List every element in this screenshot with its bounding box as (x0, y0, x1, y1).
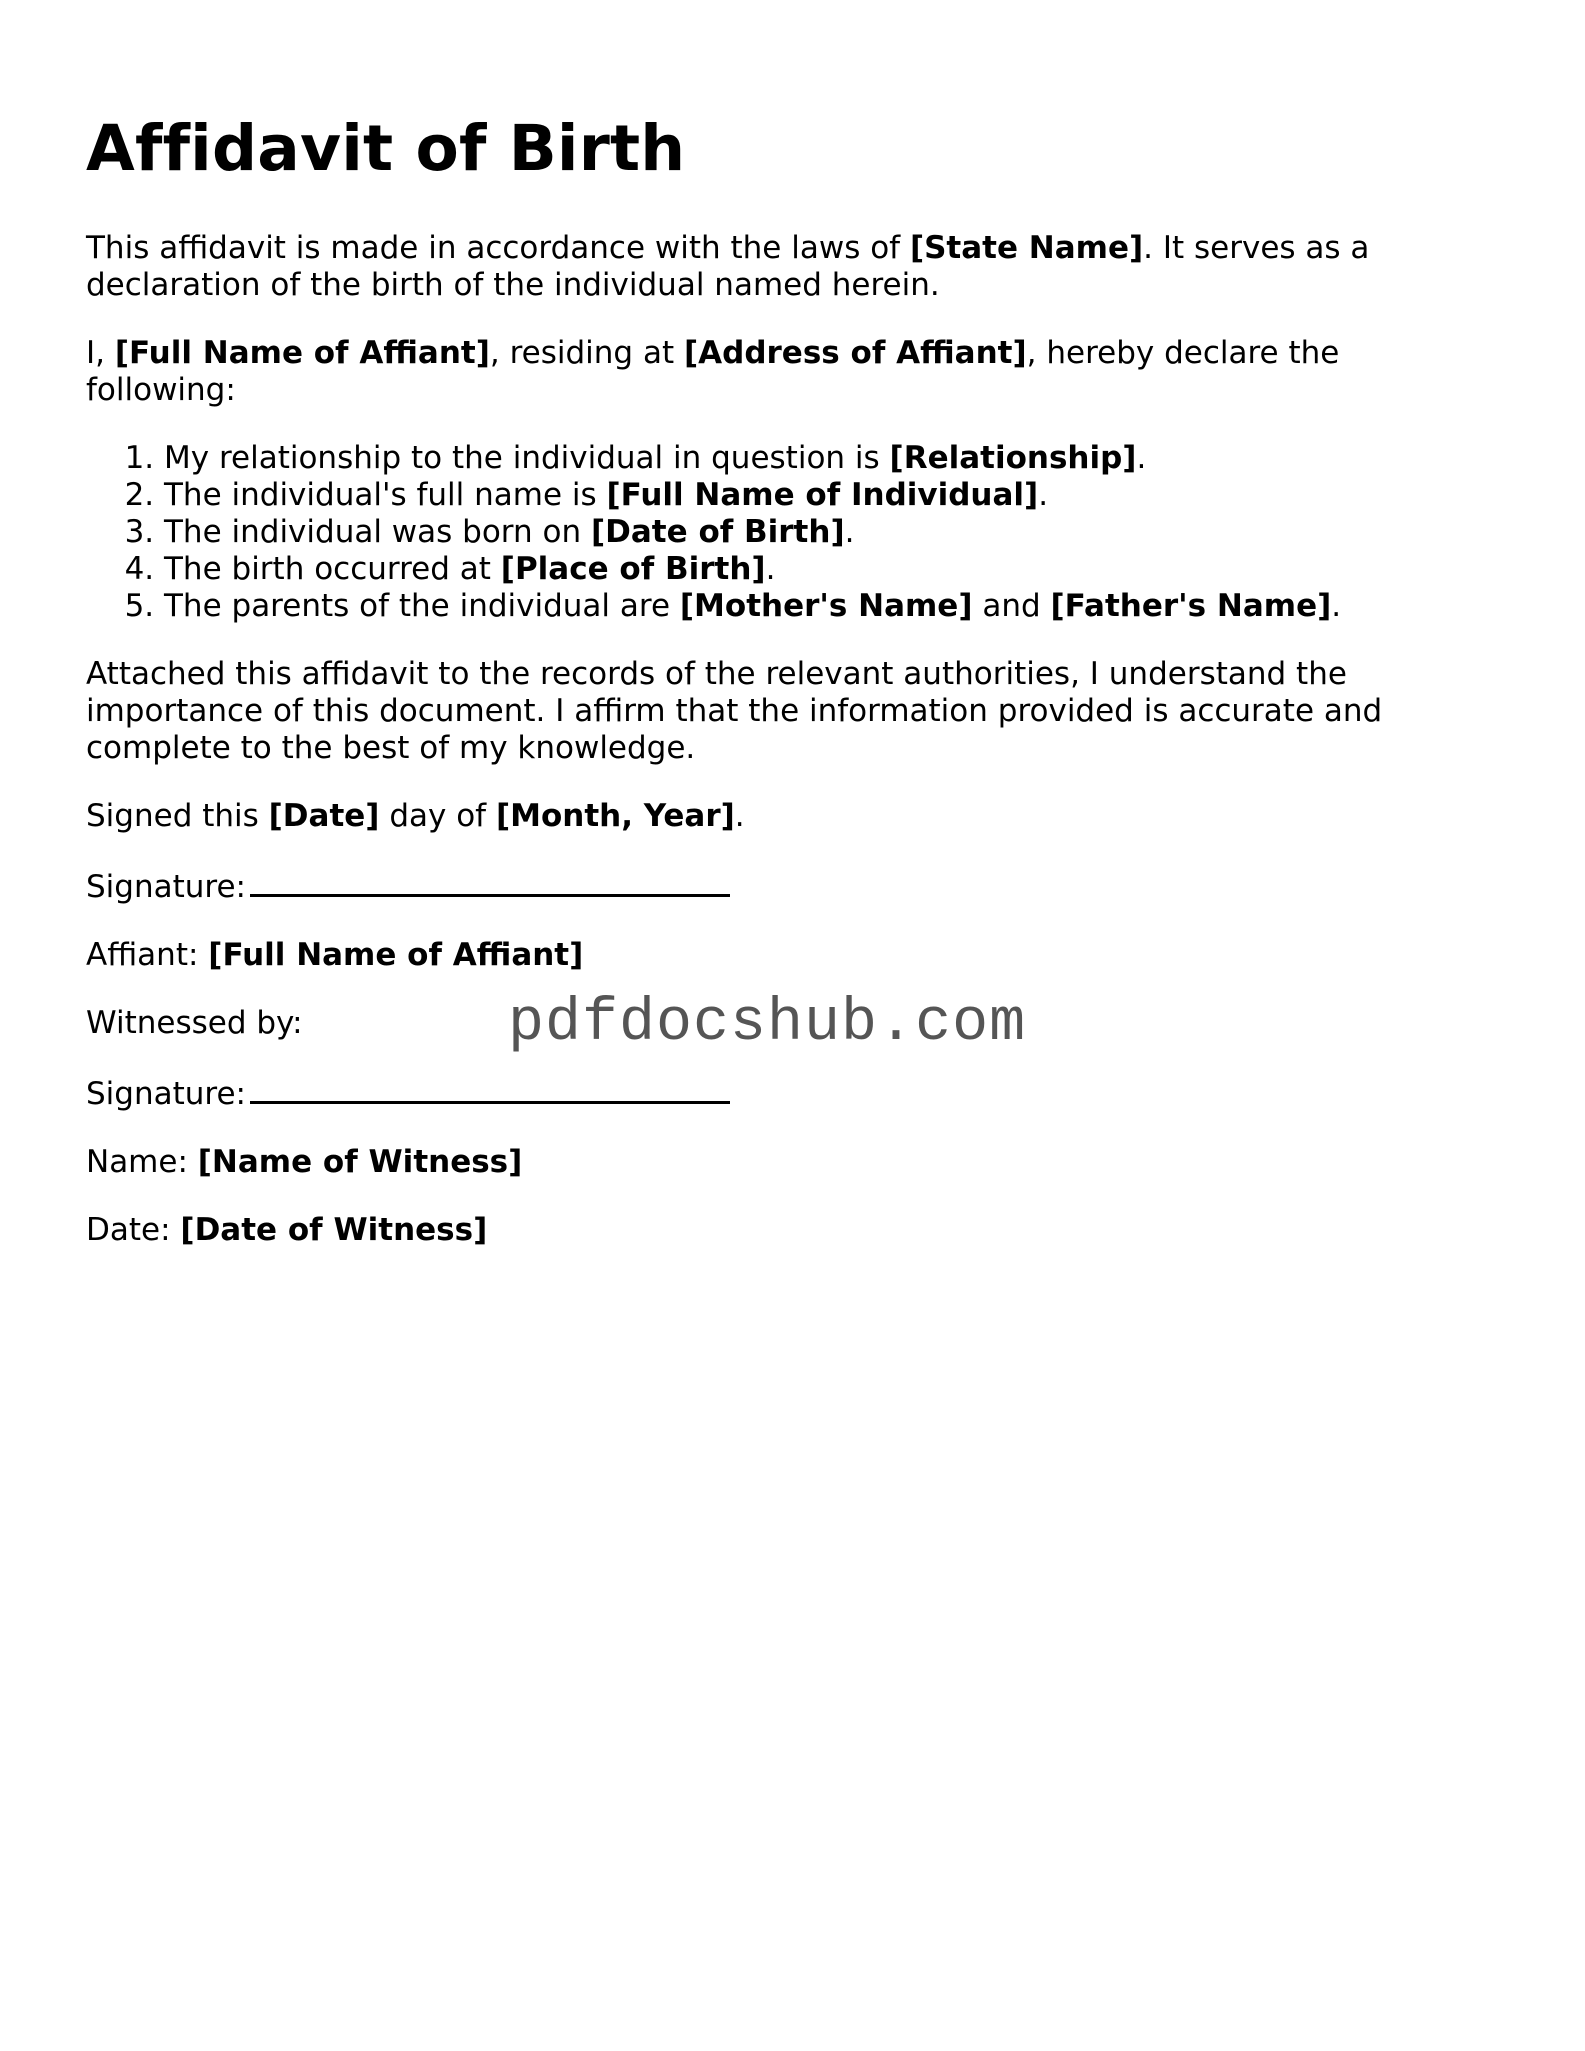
signed-text-2: day of (379, 798, 496, 834)
item-text: The birth occurred at (164, 551, 501, 587)
individual-name-field: [Full Name of Individual] (606, 477, 1039, 513)
witness-name-field: [Name of Witness] (197, 1144, 523, 1180)
state-name-field: [State Name] (909, 230, 1144, 266)
signed-line (86, 798, 1406, 835)
witness-signature-row (86, 1073, 1406, 1113)
signed-text-3: . (734, 798, 745, 834)
intro-paragraph (86, 230, 1406, 304)
declaration-text-3: , hereby declare the following: (86, 335, 1340, 408)
affiant-label: Affiant: (86, 937, 209, 973)
declaration-text-1: I, (86, 335, 115, 371)
list-item (164, 551, 1406, 588)
place-of-birth-field: [Place of Birth] (500, 551, 766, 587)
affiant-signature-row (86, 866, 1406, 906)
item-text: The individual's full name is (164, 477, 607, 513)
witness-date-row (86, 1212, 1406, 1249)
mother-name-field: [Mother's Name] (679, 588, 973, 624)
signed-text-1: Signed this (86, 798, 269, 834)
affiant-name-field: [Full Name of Affiant] (114, 335, 490, 371)
witness-name-row (86, 1144, 1406, 1181)
item-end: . (765, 551, 776, 587)
list-item (164, 477, 1406, 514)
affiant-signature-line[interactable] (250, 866, 730, 897)
list-item (164, 588, 1406, 625)
affiant-row (86, 937, 1406, 974)
witness-signature-label: Signature: (86, 1076, 246, 1112)
item-end: . (1331, 588, 1342, 624)
affiant-address-field: [Address of Affiant] (683, 335, 1027, 371)
item-text: The individual was born on (164, 514, 591, 550)
witness-name-label: Name: (86, 1144, 198, 1180)
declaration-paragraph (86, 335, 1406, 409)
document-title: Affidavit of Birth (86, 112, 686, 185)
item-end: . (844, 514, 855, 550)
item-conjunction: and (972, 588, 1051, 624)
intro-text-2: . It serves as a declaration of the birth of the individual named herein. (86, 230, 1370, 303)
witness-date-label: Date: (86, 1212, 181, 1248)
declaration-text-2: , residing at (489, 335, 684, 371)
father-name-field: [Father's Name] (1050, 588, 1332, 624)
signature-label: Signature: (86, 869, 246, 905)
item-end: . (1038, 477, 1049, 513)
signed-date-field: [Date] (268, 798, 380, 834)
affidavit-document (86, 104, 1406, 1249)
item-text: The parents of the individual are (164, 588, 680, 624)
declaration-list (86, 440, 1406, 625)
watermark: pdfdocshub.com (508, 990, 1027, 1058)
date-of-birth-field: [Date of Birth] (590, 514, 845, 550)
item-text: My relationship to the individual in question is (164, 440, 890, 476)
affiant-full-name-field: [Full Name of Affiant] (208, 937, 584, 973)
item-end: . (1136, 440, 1147, 476)
attestation-paragraph: Attached this affidavit to the records of the relevant authorities, I understand the importance of this document. I affirm that the information provided is accurate and complete to the best of my knowledge. (86, 656, 1383, 766)
list-item (164, 440, 1406, 477)
relationship-field: [Relationship] (889, 440, 1137, 476)
witnessed-by-label: Witnessed by: (86, 1005, 303, 1041)
intro-text-1: This affidavit is made in accordance with the laws of (86, 230, 910, 266)
list-item (164, 514, 1406, 551)
witness-signature-line[interactable] (250, 1073, 730, 1104)
witness-date-field: [Date of Witness] (180, 1212, 488, 1248)
month-year-field: [Month, Year] (495, 798, 735, 834)
